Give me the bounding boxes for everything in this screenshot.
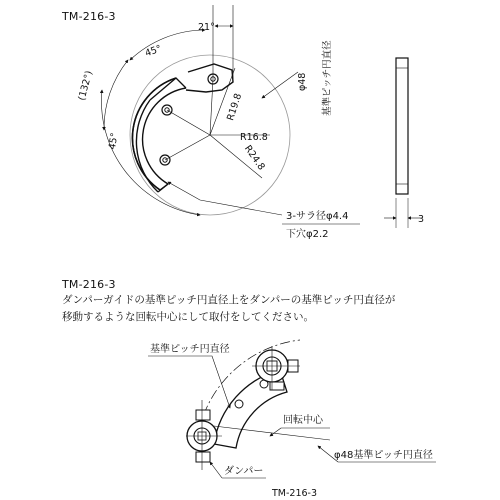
radius-24-8-label: R24.8 <box>241 143 267 173</box>
dia-pitch-label: φ48基準ピッチ円直径 <box>334 450 433 461</box>
hole-note-2: 下穴φ2.2 <box>286 229 329 240</box>
angle-132-label: (132°) <box>76 69 95 102</box>
bottom-model-caption: TM-216-3 <box>272 488 318 499</box>
hole-note: 3-サラ径φ4.4 <box>286 211 349 222</box>
thickness-label: 3 <box>418 214 425 225</box>
angle-45-lower-label: 45° <box>106 131 121 151</box>
bottom-pitch-circle-label: 基準ピッチ円直径 <box>150 344 230 355</box>
pitch-circle-label-top: 基準ピッチ円直径 <box>322 40 333 116</box>
side-view-plate <box>396 58 408 194</box>
angle-45-upper-label: 45° <box>143 43 164 60</box>
bottom-model-number: TM-216-3 <box>62 278 116 291</box>
dia-48-label: φ48 <box>297 72 308 91</box>
instruction-line-1: ダンパーガイドの基準ピッチ円直径上をダンパーの基準ピッチ円直径が <box>62 294 396 306</box>
instruction-line-2: 移動するような回転中心にして取付をしてください。 <box>62 311 314 323</box>
rotation-center-label: 回転中心 <box>283 415 323 426</box>
top-model-number: TM-216-3 <box>62 10 116 23</box>
angle-21-label: 21° <box>198 22 215 33</box>
damper-label: ダンパー <box>224 466 264 477</box>
radius-16-8-label: R16.8 <box>240 132 268 143</box>
radius-19-8-label: R19.8 <box>225 92 245 122</box>
